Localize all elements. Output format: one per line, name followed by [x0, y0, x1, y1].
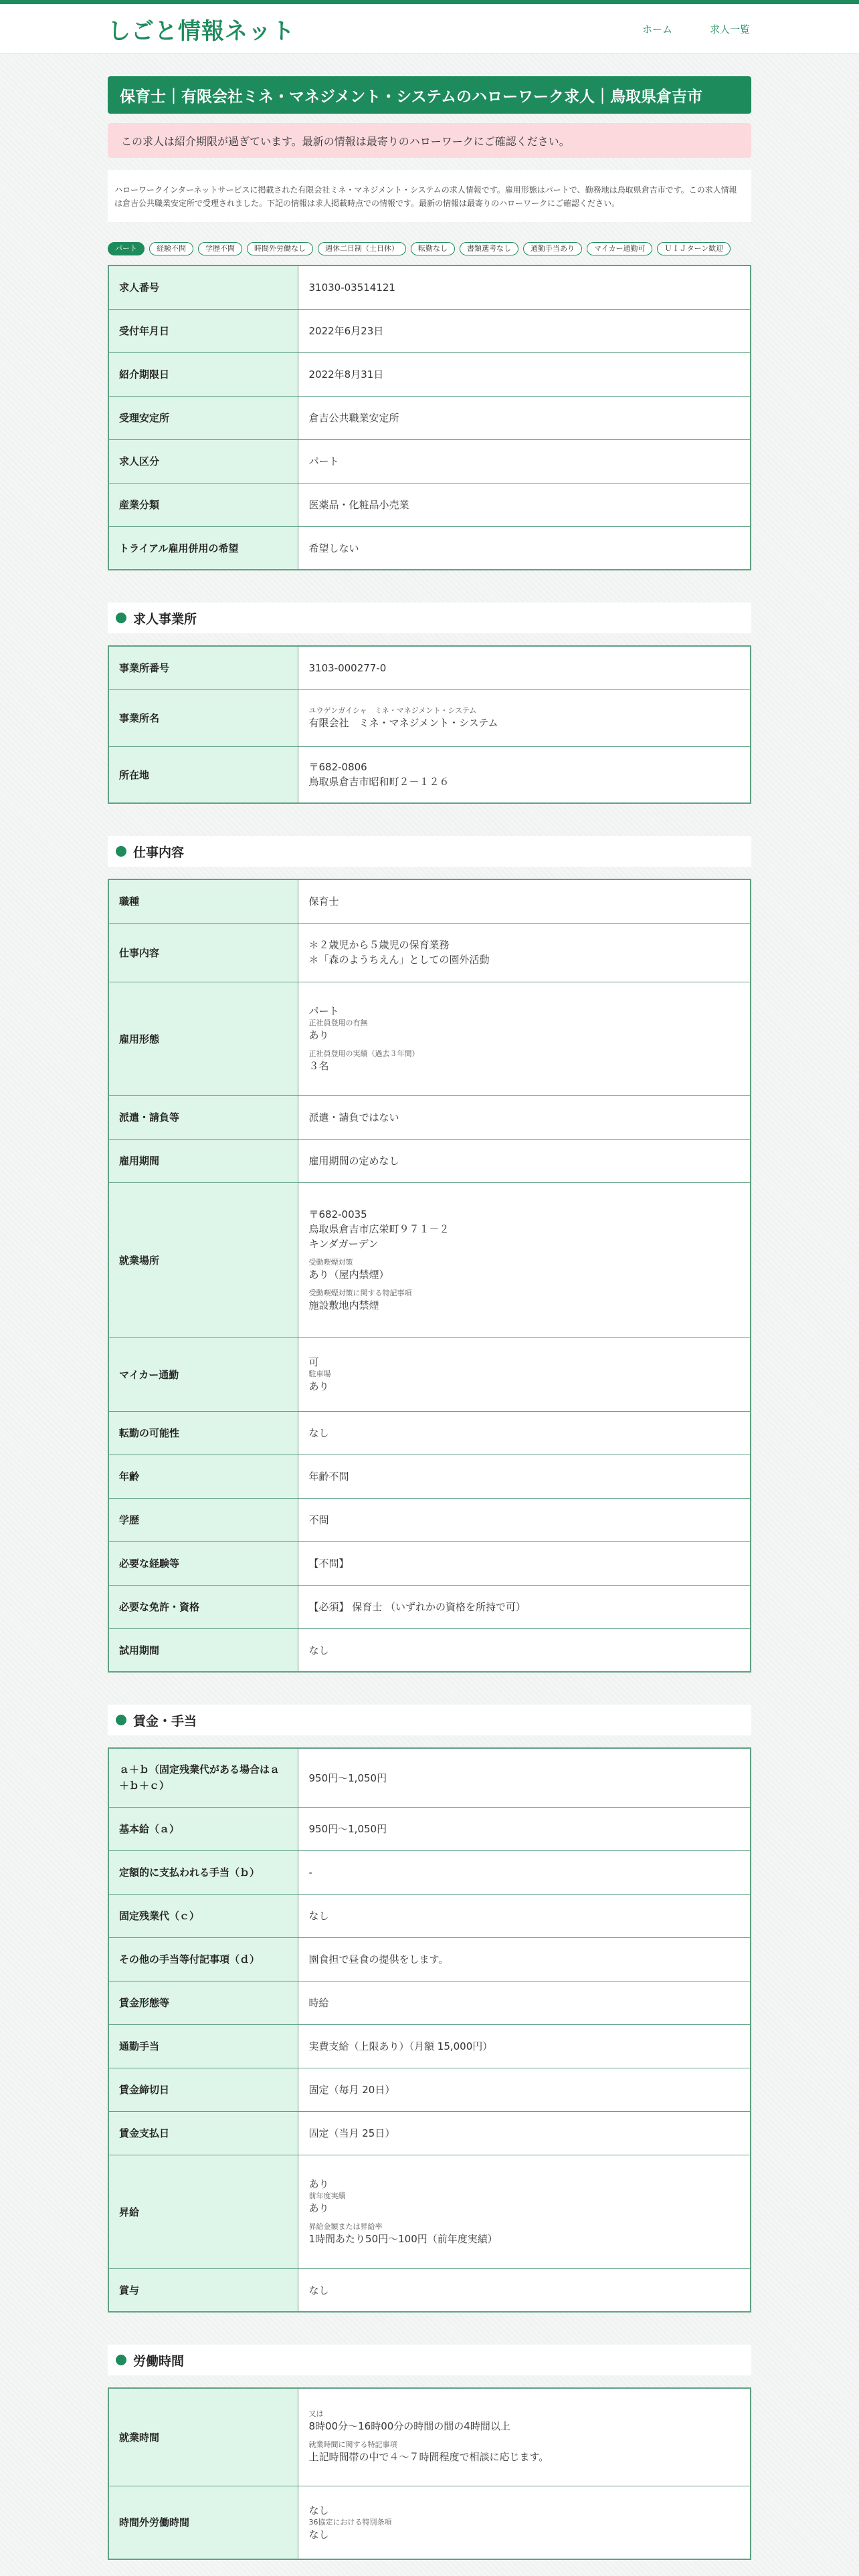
- row-label: 就業時間: [108, 2388, 298, 2486]
- section-title-text: 労働時間: [133, 2353, 185, 2369]
- row-label: 基本給（ａ）: [108, 1807, 298, 1850]
- row-value: 950円〜1,050円: [298, 1748, 751, 1807]
- row-label: 派遣・請負等: [108, 1095, 298, 1139]
- row-value: なし: [298, 1411, 751, 1455]
- section-title-hours: [108, 2345, 751, 2375]
- table-row: [108, 1585, 751, 1628]
- job-table: [108, 879, 751, 1673]
- car-commute-value: 可: [308, 1356, 319, 1368]
- table-row: [108, 1937, 751, 1981]
- table-row: [108, 2486, 751, 2559]
- row-label: 職種: [108, 879, 298, 923]
- smoking-label: 受動喫煙対策: [308, 1258, 353, 1267]
- raise-prev-label: 前年度実績: [308, 2191, 346, 2200]
- record-label: 正社員登用の実績（過去３年間）: [308, 1049, 419, 1058]
- table-row: [108, 396, 751, 439]
- row-label: 必要な免許・資格: [108, 1585, 298, 1628]
- expired-notice: この求人は紹介期限が過ぎています。最新の情報は最寄りのハローワークにご確認ください。: [108, 123, 751, 158]
- table-row: [108, 1455, 751, 1498]
- fulltime-label: 正社員登用の有無: [308, 1018, 368, 1027]
- table-row: [108, 1498, 751, 1541]
- row-label: 紹介期限日: [108, 352, 298, 396]
- row-value: パート: [298, 439, 751, 483]
- office-name: 有限会社 ミネ・マネジメント・システム: [308, 716, 498, 729]
- row-label: 事業所番号: [108, 646, 298, 689]
- table-row: [108, 2155, 751, 2268]
- site-header: [0, 4, 859, 53]
- row-label: 賃金支払日: [108, 2111, 298, 2155]
- section-title-office: [108, 603, 751, 633]
- table-row: [108, 1850, 751, 1894]
- row-label: 雇用形態: [108, 982, 298, 1095]
- section-title-job: [108, 836, 751, 867]
- table-row: [108, 646, 751, 689]
- table-row: [108, 1628, 751, 1672]
- row-value: 固定（毎月 20日）: [298, 2068, 751, 2111]
- nav-home-link[interactable]: ホーム: [642, 23, 672, 35]
- table-row: [108, 1139, 751, 1182]
- row-value: 時給: [298, 1981, 751, 2024]
- place-name: キンダガーデン: [308, 1238, 379, 1250]
- raise-amount-label: 昇給金額または昇給率: [308, 2222, 383, 2231]
- office-address: 鳥取県倉吉市昭和町２－１２６: [308, 776, 450, 788]
- smoking-note-value: 施設敷地内禁煙: [308, 1299, 379, 1311]
- tag: 経験不問: [149, 242, 193, 255]
- table-row: [108, 352, 751, 396]
- row-label: マイカー通勤: [108, 1337, 298, 1411]
- row-label: 求人区分: [108, 439, 298, 483]
- table-row: [108, 265, 751, 309]
- table-row: [108, 526, 751, 570]
- table-row: [108, 746, 751, 803]
- row-label: ａ＋ｂ（固定残業代がある場合はａ＋ｂ＋ｃ）: [108, 1748, 298, 1807]
- basic-info-table: [108, 265, 751, 570]
- row-value: 実費支給（上限あり）（月額 15,000円）: [298, 2024, 751, 2068]
- row-label: 賃金締切日: [108, 2068, 298, 2111]
- bullet-dot-icon: [116, 2355, 126, 2365]
- row-value: 雇用期間の定めなし: [298, 1139, 751, 1182]
- row-label: 就業場所: [108, 1182, 298, 1337]
- row-label: 通勤手当: [108, 2024, 298, 2068]
- work-note-label: 就業時間に関する特記事項: [308, 2440, 397, 2450]
- table-row: [108, 923, 751, 982]
- row-label: トライアル雇用併用の希望: [108, 526, 298, 570]
- place-address: 鳥取県倉吉市広栄町９７１－２: [308, 1223, 450, 1235]
- row-value: 園食担で昼食の提供をします。: [298, 1937, 751, 1981]
- tag: パート: [108, 242, 145, 255]
- row-label: 雇用期間: [108, 1139, 298, 1182]
- row-label: 事業所名: [108, 689, 298, 746]
- tag: 転勤なし: [411, 242, 455, 255]
- bullet-dot-icon: [116, 846, 126, 857]
- table-row: [108, 982, 751, 1095]
- row-label: 固定残業代（ｃ）: [108, 1894, 298, 1937]
- tag: 週休二日制（土日休）: [318, 242, 406, 255]
- bullet-dot-icon: [116, 613, 126, 623]
- site-logo[interactable]: しごと情報ネット: [108, 17, 295, 45]
- tag: ＵＩＪターン歓迎: [657, 242, 731, 255]
- row-label: 賃金形態等: [108, 1981, 298, 2024]
- row-value: なし: [298, 2268, 751, 2312]
- table-row: [108, 1807, 751, 1850]
- row-value: なし: [298, 1894, 751, 1937]
- table-row: [108, 483, 751, 526]
- tag: マイカー通勤可: [587, 242, 652, 255]
- row-value: 【不問】: [298, 1541, 751, 1585]
- office-postal: 〒682-0806: [308, 761, 367, 774]
- row-value: 2022年8月31日: [298, 352, 751, 396]
- row-label: 昇給: [108, 2155, 298, 2268]
- table-row: [108, 1095, 751, 1139]
- row-label: 仕事内容: [108, 923, 298, 982]
- table-row: [108, 1182, 751, 1337]
- fulltime-value: あり: [308, 1029, 329, 1041]
- row-label: 産業分類: [108, 483, 298, 526]
- row-label: 学歴: [108, 1498, 298, 1541]
- row-label: 受理安定所: [108, 396, 298, 439]
- table-row: [108, 1541, 751, 1585]
- section-title-text: 仕事内容: [133, 845, 185, 860]
- row-value: 950円〜1,050円: [298, 1807, 751, 1850]
- tag: 書類選考なし: [460, 242, 518, 255]
- row-value: 年齢不問: [298, 1455, 751, 1498]
- table-row: [108, 309, 751, 352]
- row-value: -: [298, 1850, 751, 1894]
- overtime-value: なし: [308, 2504, 329, 2516]
- row-value: 保育士: [298, 879, 751, 923]
- row-label: 時間外労働時間: [108, 2486, 298, 2559]
- row-label: 所在地: [108, 746, 298, 803]
- table-row: [108, 2068, 751, 2111]
- record-value: ３名: [308, 1060, 329, 1072]
- table-row: [108, 1748, 751, 1807]
- page-title: 保育士｜有限会社ミネ・マネジメント・システムのハローワーク求人｜鳥取県倉吉市: [108, 76, 751, 114]
- tag: 学歴不問: [198, 242, 242, 255]
- row-value: 派遣・請負ではない: [298, 1095, 751, 1139]
- section-title-text: 賃金・手当: [133, 1713, 197, 1729]
- row-label: 定額的に支払われる手当（ｂ）: [108, 1850, 298, 1894]
- main-nav: [642, 22, 750, 36]
- table-row: [108, 1411, 751, 1455]
- hours-table: [108, 2387, 751, 2560]
- table-row: [108, 2388, 751, 2486]
- special-clause-label: 36協定における特別条項: [308, 2517, 392, 2527]
- section-title-text: 求人事業所: [133, 611, 197, 627]
- row-value: なし: [298, 1628, 751, 1672]
- row-label: 求人番号: [108, 265, 298, 309]
- feature-tags: [108, 242, 751, 255]
- row-label: 年齢: [108, 1455, 298, 1498]
- row-label: 受付年月日: [108, 309, 298, 352]
- special-clause-value: なし: [308, 2528, 329, 2541]
- tag: 通勤手当あり: [523, 242, 582, 255]
- wage-table: [108, 1747, 751, 2313]
- row-value: 31030-03514121: [298, 265, 751, 309]
- table-row: [108, 689, 751, 746]
- table-row: [108, 439, 751, 483]
- row-value: 不問: [298, 1498, 751, 1541]
- row-value: 【必須】 保育士 （いずれかの資格を所持で可）: [298, 1585, 751, 1628]
- work-note-value: 上記時間帯の中で４〜７時間程度で相談に応じます。: [308, 2451, 549, 2464]
- office-number: 3103-000277-0: [298, 646, 751, 689]
- row-label: 賞与: [108, 2268, 298, 2312]
- raise-amount-value: 1時間あたり50円〜100円（前年度実績）: [308, 2233, 498, 2245]
- row-value: 医薬品・化粧品小売業: [298, 483, 751, 526]
- job-content-line: ＊２歳児から５歳児の保育業務: [308, 939, 450, 951]
- raise-value: あり: [308, 2178, 329, 2190]
- row-label: その他の手当等付記事項（ｄ）: [108, 1937, 298, 1981]
- table-row: [108, 879, 751, 923]
- main-content: [108, 76, 751, 2560]
- row-label: 転勤の可能性: [108, 1411, 298, 1455]
- bullet-dot-icon: [116, 1715, 126, 1725]
- office-table: [108, 645, 751, 804]
- row-value: 固定（当月 25日）: [298, 2111, 751, 2155]
- work-hours-value: 8時00分〜16時00分の時間の間の4時間以上: [308, 2420, 510, 2433]
- employment-type: パート: [308, 1005, 339, 1017]
- table-row: [108, 1337, 751, 1411]
- table-row: [108, 1894, 751, 1937]
- parking-label: 駐車場: [308, 1370, 331, 1378]
- row-value: 倉吉公共職業安定所: [298, 396, 751, 439]
- table-row: [108, 2024, 751, 2068]
- work-hours-prefix: 又は: [308, 2409, 324, 2419]
- table-row: [108, 2268, 751, 2312]
- row-value: 希望しない: [298, 526, 751, 570]
- smoking-value: あり（屋内禁煙）: [308, 1269, 389, 1281]
- tag: 時間外労働なし: [247, 242, 313, 255]
- office-name-kana: ユウゲンガイシャ ミネ・マネジメント・システム: [308, 706, 477, 715]
- row-value: 2022年6月23日: [298, 309, 751, 352]
- raise-prev-value: あり: [308, 2202, 329, 2214]
- row-label: 試用期間: [108, 1628, 298, 1672]
- table-row: [108, 1981, 751, 2024]
- smoking-note-label: 受動喫煙対策に関する特記事項: [308, 1289, 412, 1297]
- job-content-line: ＊「森のようちえん」としての園外活動: [308, 954, 490, 966]
- section-title-wage: [108, 1705, 751, 1735]
- row-label: 必要な経験等: [108, 1541, 298, 1585]
- intro-text: ハローワークインターネットサービスに掲載された有限会社ミネ・マネジメント・システムの求人情報です。雇用形態はパートで、勤務地は鳥取県倉吉市です。この求人情報は倉吉公共職業安定所で受理されました。下記の情報は求人掲載時点での情報です。最新の情報は最寄りのハローワークにご確認ください。: [108, 170, 751, 222]
- table-row: [108, 2111, 751, 2155]
- parking-value: あり: [308, 1380, 329, 1392]
- nav-job-list-link[interactable]: 求人一覧: [709, 23, 750, 35]
- place-postal: 〒682-0035: [308, 1208, 367, 1220]
